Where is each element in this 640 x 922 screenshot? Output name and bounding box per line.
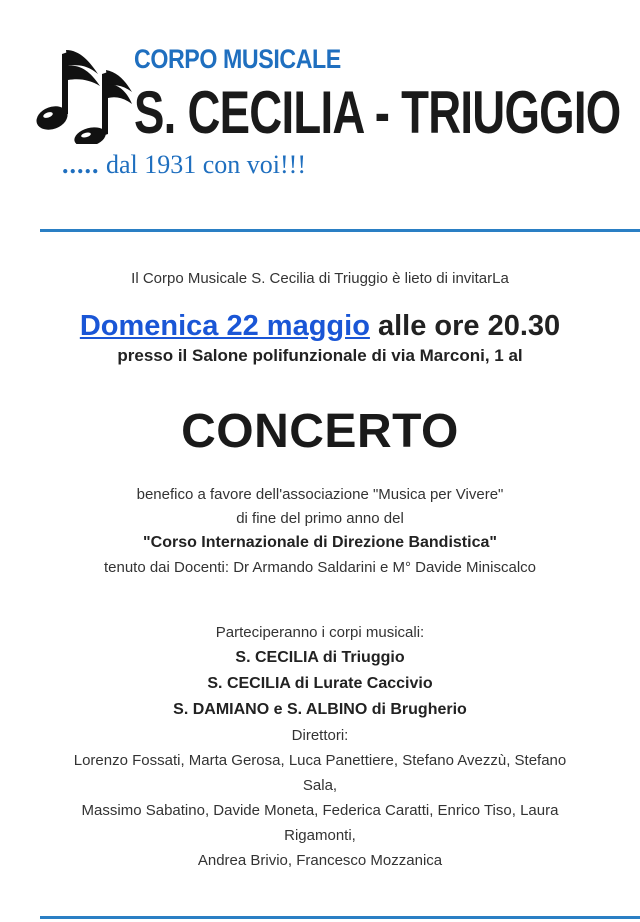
directors-line: Rigamonti,	[284, 827, 356, 844]
venue-text: presso il Salone polifunzionale di via Marconi, 1 al	[117, 346, 523, 365]
description-line: di fine del primo anno del	[236, 510, 404, 527]
bands-section	[0, 624, 640, 869]
bands-intro: Parteciperanno i corpi musicali:	[215, 624, 425, 641]
description	[0, 486, 640, 576]
directors-line: Lorenzo Fossati, Marta Gerosa, Luca Panettiere, Stefano Avezzù, Stefano	[73, 752, 567, 769]
tagline	[62, 150, 306, 180]
course-name: "Corso Internazionale di Direzione Bandistica"	[143, 534, 497, 551]
directors-line: Massimo Sabatino, Davide Moneta, Federica Caratti, Enrico Tiso, Laura	[81, 802, 559, 819]
band-item: S. DAMIANO e S. ALBINO di Brugherio	[173, 701, 467, 718]
intro-text: Il Corpo Musicale S. Cecilia di Triuggio è lieto di invitarLa	[131, 270, 509, 287]
bottom-divider	[40, 916, 640, 919]
brand-title: S. CECILIA - TRIUGGIO	[134, 79, 621, 146]
directors-label: Direttori:	[291, 727, 349, 744]
band-item: S. CECILIA di Triuggio	[235, 649, 405, 666]
teachers-text: tenuto dai Docenti: Dr Armando Saldarini e M° Davide Miniscalco	[103, 559, 537, 576]
tagline-text: dal 1931 con voi!!!	[99, 150, 307, 179]
directors-line: Andrea Brivio, Francesco Mozzanica	[197, 852, 443, 869]
event-title: CONCERTO	[181, 405, 459, 458]
band-item: S. CECILIA di Lurate Caccivio	[207, 675, 433, 692]
brand-subtitle: CORPO MUSICALE	[134, 44, 341, 74]
top-divider	[40, 229, 640, 232]
header	[0, 0, 640, 230]
date-link[interactable]: Domenica 22 maggio	[79, 310, 370, 342]
date-line	[0, 310, 640, 343]
tagline-dots: .....	[62, 150, 100, 179]
event-time: alle ore 20.30	[369, 310, 561, 342]
description-line: benefico a favore dell'associazione "Musica per Vivere"	[136, 486, 504, 503]
directors-line: Sala,	[302, 777, 338, 794]
music-notes-icon	[28, 44, 134, 144]
